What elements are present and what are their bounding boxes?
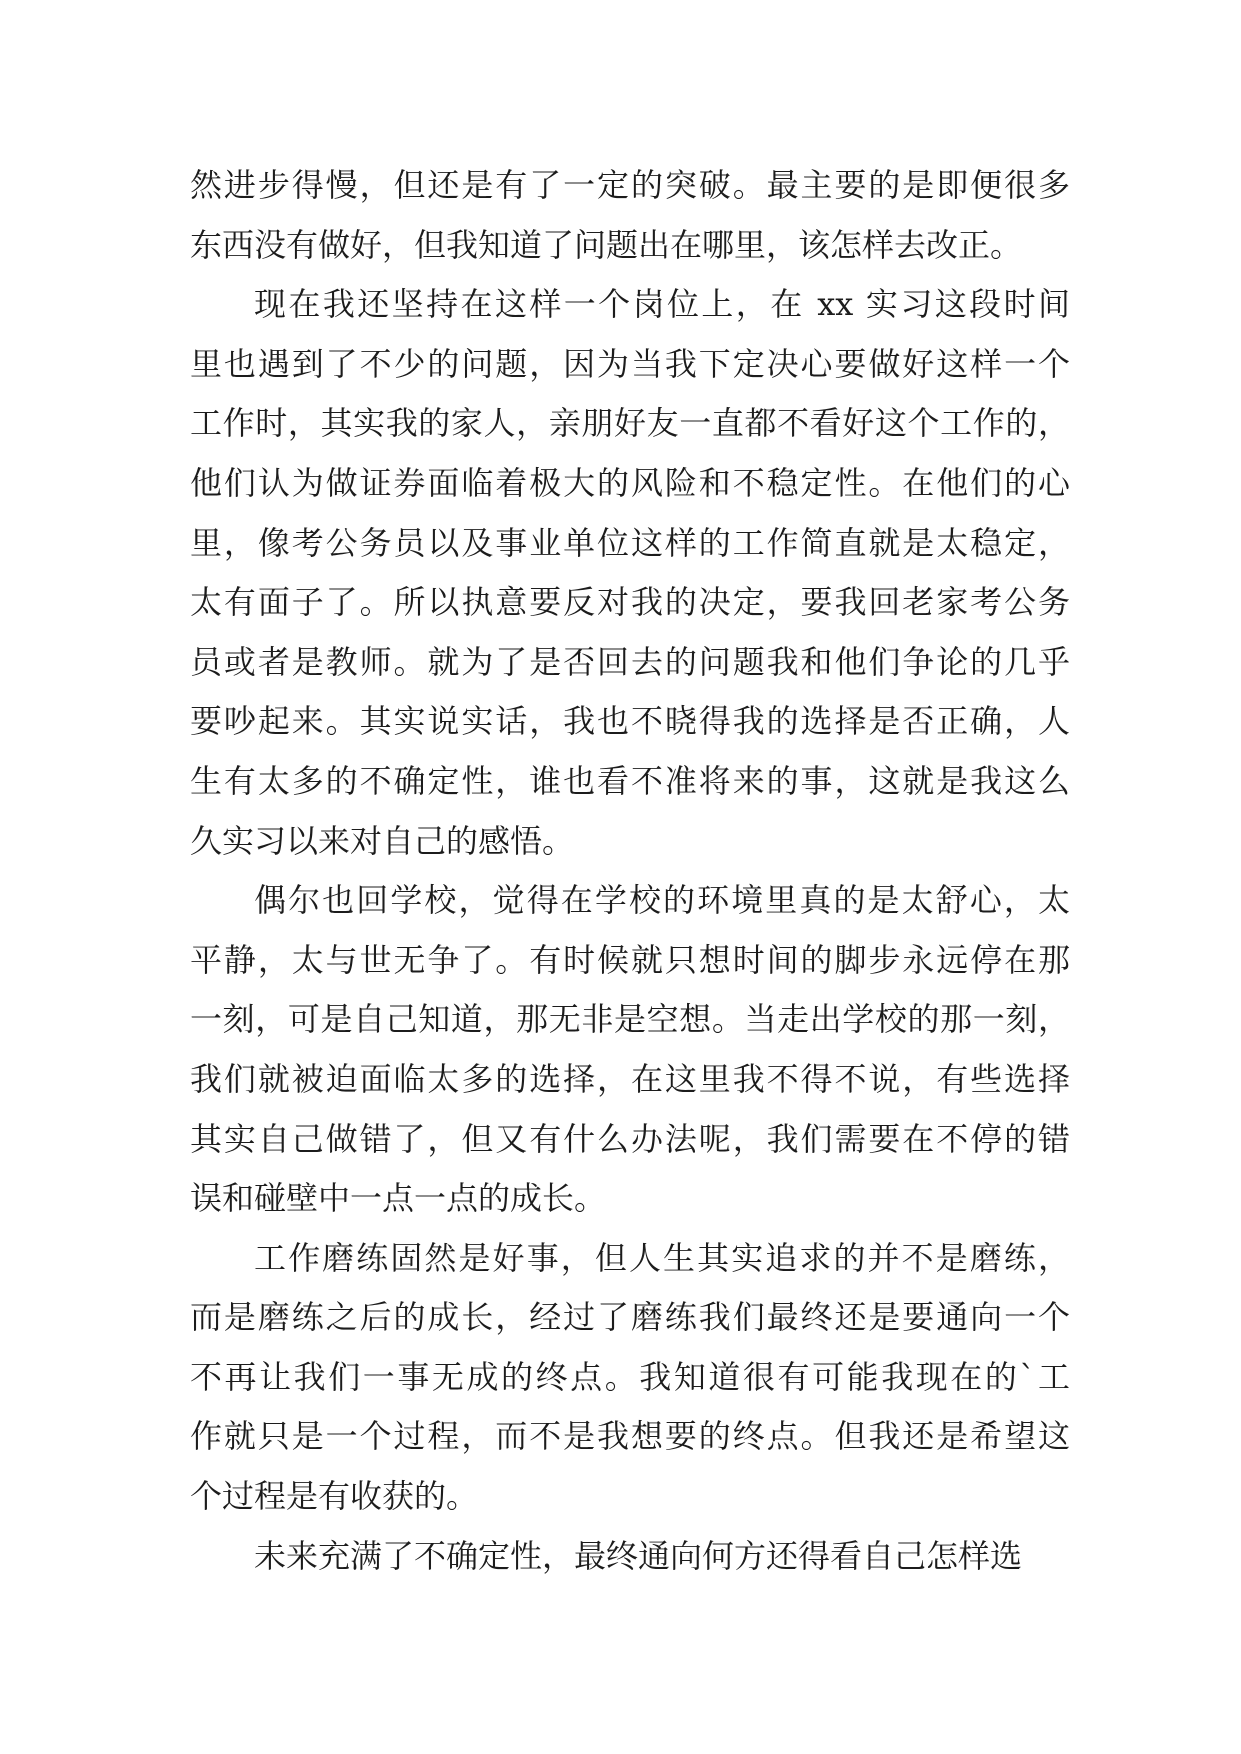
text-line: 而是磨练之后的成长，经过了磨练我们最终还是要通向一个 <box>190 1298 1070 1337</box>
document-body <box>190 156 1070 1586</box>
text-line: 工作磨练固然是好事，但人生其实追求的并不是磨练， <box>254 1238 1070 1277</box>
paragraph <box>190 871 1070 1229</box>
paragraph <box>190 1527 1070 1587</box>
text-line: 太有面子了。所以执意要反对我的决定，要我回老家考公务 <box>190 583 1070 622</box>
text-line: 误和碰壁中一点一点的成长。 <box>190 1179 607 1218</box>
text-line: 他们认为做证券面临着极大的风险和不稳定性。在他们的心 <box>190 463 1070 502</box>
text-line: 东西没有做好，但我知道了问题出在哪里，该怎样去改正。 <box>190 225 1023 264</box>
text-line: 一刻，可是自己知道，那无非是空想。当走出学校的那一刻， <box>190 1000 1070 1039</box>
text-line: 个过程是有收获的。 <box>190 1477 479 1516</box>
text-line: 里也遇到了不少的问题，因为当我下定决心要做好这样一个 <box>190 344 1070 383</box>
text-line: 偶尔也回学校，觉得在学校的环境里真的是太舒心，太 <box>254 881 1070 920</box>
text-line: 作就只是一个过程，而不是我想要的终点。但我还是希望这 <box>190 1417 1070 1456</box>
text-line: 平静，太与世无争了。有时候就只想时间的脚步永远停在那 <box>190 940 1070 979</box>
text-line: 员或者是教师。就为了是否回去的问题我和他们争论的几乎 <box>190 642 1070 681</box>
text-line: 现在我还坚持在这样一个岗位上，在 xx 实习这段时间 <box>254 285 1070 324</box>
text-line: 久实习以来对自己的感悟。 <box>190 821 575 860</box>
paragraph <box>190 156 1070 275</box>
text-line: 然进步得慢，但还是有了一定的突破。最主要的是即便很多 <box>190 166 1070 204</box>
text-line: 我们就被迫面临太多的选择，在这里我不得不说，有些选择 <box>190 1059 1070 1098</box>
text-line: 里，像考公务员以及事业单位这样的工作简直就是太稳定， <box>190 523 1070 562</box>
paragraph <box>190 1229 1070 1527</box>
text-line: 生有太多的不确定性，谁也看不准将来的事，这就是我这么 <box>190 761 1070 800</box>
text-line: 工作时，其实我的家人，亲朋好友一直都不看好这个工作的， <box>190 404 1070 443</box>
text-line: 其实自己做错了，但又有什么办法呢，我们需要在不停的错 <box>190 1119 1070 1158</box>
text-line: 要吵起来。其实说实话，我也不晓得我的选择是否正确，人 <box>190 702 1070 741</box>
text-line: 未来充满了不确定性，最终通向何方还得看自己怎样选 <box>254 1536 1023 1575</box>
paragraph <box>190 275 1070 871</box>
text-line: 不再让我们一事无成的终点。我知道很有可能我现在的`工 <box>190 1357 1070 1396</box>
